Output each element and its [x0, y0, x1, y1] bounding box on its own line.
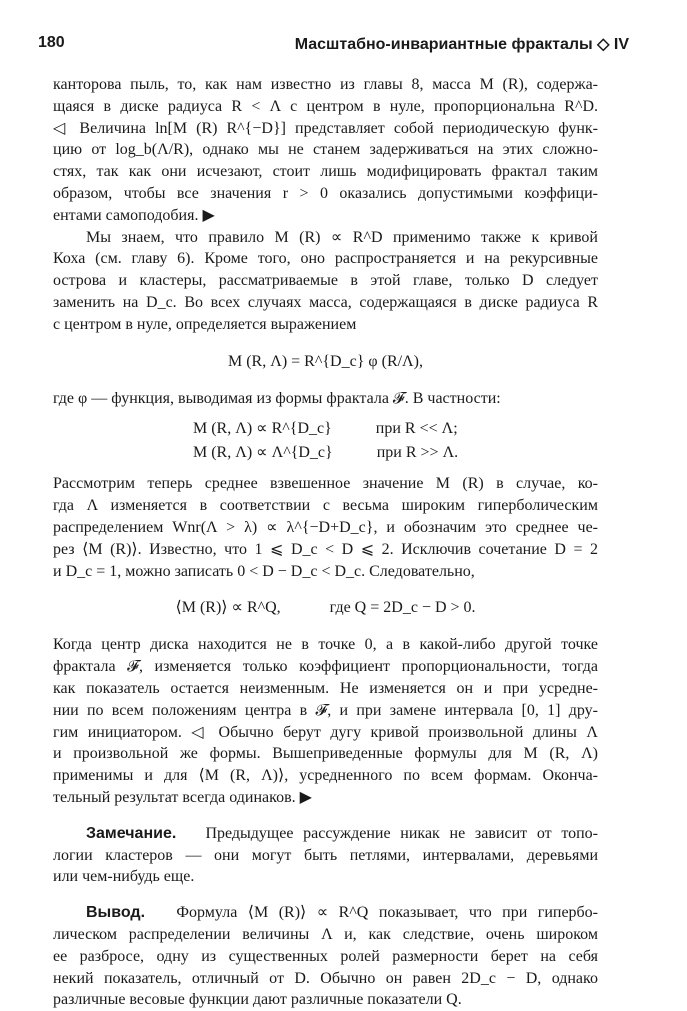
text-line: с центром в нуле, определяется выражением	[53, 315, 357, 333]
text-line: логии кластеров — они могут быть петлями, интервалами, деревьями	[53, 846, 598, 864]
text-line: нии по всем положениям центра в 𝓕, и при замене интервала [0, 1] дру-	[53, 701, 598, 719]
text-line: образом, чтобы все значения r > 0 оказались допустимыми коэффици-	[53, 184, 598, 202]
text-line: острова и кластеры, рассматриваемые в этой главе, только D следует	[53, 272, 598, 290]
text-line: Коха (см. главу 6). Кроме того, оно распространяется и на рекурсивные	[53, 250, 598, 268]
text-line: где φ — функция, выводимая из формы фрактала 𝓕. В частности:	[53, 389, 501, 407]
equation-mean-mass	[53, 596, 598, 620]
text-line: канторова пыль, то, как нам известно из главы 8, масса M (R), содержа-	[53, 76, 598, 93]
text-line: щаяся в диске радиуса R < Λ с центром в нуле, пропорциональна R^D.	[53, 97, 598, 115]
conclusion-heading: Вывод.	[86, 904, 146, 922]
text-line: лическом распределении величины Λ и, как следствие, очень широком	[53, 925, 598, 943]
equation-limit-small	[53, 417, 598, 441]
text-line: ее разбросе, одну из существенных ролей размерности берет на себя	[53, 947, 598, 965]
text-line: фрактала 𝓕, изменяется только коэффициент пропорциональности, тогда	[53, 658, 598, 676]
paragraph-center-shift	[53, 634, 598, 808]
text-line: гим инициатором. ◁ Обычно берут дугу кривой произвольной длины Λ	[53, 723, 598, 741]
remark-text: Предыдущее рассуждение никак не зависит от топо-	[205, 824, 598, 842]
equation-limit-large	[53, 441, 598, 465]
text-line: тельный результат всегда одинаков. ▶	[53, 788, 312, 806]
text-line: как показатель остается неизменным. Не изменяется он и при усредне-	[53, 679, 598, 697]
text-line: распределением Wnr(Λ > λ) ∝ λ^{−D+D_c}, и обозначим это среднее че-	[53, 518, 598, 536]
text-line: Мы знаем, что правило M (R) ∝ R^D применимо также к кривой	[86, 228, 598, 246]
page-number: 180	[38, 34, 65, 51]
text-line	[53, 902, 598, 924]
running-header	[38, 34, 629, 56]
paragraph-cantor-dust	[53, 74, 598, 227]
text-line: Рассмотрим теперь среднее взвешенное значение M (R) в случае, ко-	[53, 475, 598, 493]
text-line: и произвольной же формы. Вышеприведенные формулы для M (R, Λ)	[53, 745, 598, 763]
text-line: ентами самоподобия. ▶	[53, 206, 215, 224]
text-line: и D_c = 1, можно записать 0 < D − D_c < D_c. Следовательно,	[53, 562, 475, 580]
text-line: применимы и для ⟨M (R, Λ)⟩, усредненного по всем формам. Оконча-	[53, 767, 598, 785]
equation-mass: M (R, Λ) = R^{D_c} φ (R/Λ),	[228, 352, 423, 370]
equation-condition: при R >> Λ.	[376, 444, 459, 462]
conclusion-text: Формула ⟨M (R)⟩ ∝ R^Q показывает, что при гипербо-	[176, 904, 598, 922]
text-line: стях, так как они исчезают, стоит лишь модифицировать фрактал таким	[53, 163, 598, 181]
paragraph-remark	[53, 823, 598, 888]
text-line	[53, 823, 598, 845]
text-line: рез ⟨M (R)⟩. Известно, что 1 ⩽ D_c < D ⩽ 2. Исключив сочетание D = 2	[53, 540, 598, 558]
text-line: гда Λ изменяется в соответствии с весьма широким гиперболическим	[53, 497, 598, 515]
page-body	[53, 74, 598, 1011]
equation-lhs: M (R, Λ) ∝ Λ^{D_c}	[193, 444, 333, 462]
text-line: некий показатель, отличный от D. Обычно он равен 2D_c − D, однако	[53, 969, 598, 987]
text-line: цию от log_b(Λ/R), однако мы не станем задерживаться на этих сложно-	[53, 141, 598, 159]
equation-lhs: M (R, Λ) ∝ R^{D_c}	[193, 420, 332, 438]
running-title: Масштабно-инвариантные фракталы ◇ IV	[294, 36, 629, 53]
text-line: Когда центр диска находится не в точке 0, а в какой-либо другой точке	[53, 636, 598, 654]
paragraph-koch-curve	[53, 227, 598, 336]
remark-heading: Замечание.	[86, 824, 177, 842]
equation-condition: где Q = 2D_c − D > 0.	[329, 599, 476, 617]
paragraph-conclusion	[53, 902, 598, 1011]
text-line: ◁ Величина ln[M (R) R^{−D}] представляет собой периодическую функ-	[53, 119, 598, 137]
text-line: или чем-нибудь еще.	[53, 868, 195, 886]
paragraph-weighted-mean	[53, 473, 598, 582]
equation-lhs: ⟨M (R)⟩ ∝ R^Q,	[175, 599, 281, 617]
text-line: различные весовые функции дают различные показатели Q.	[53, 991, 462, 1009]
equation-condition: при R << Λ;	[375, 420, 458, 438]
text-line: заменить на D_c. Во всех случаях масса, содержащаяся в диске радиуса R	[53, 293, 598, 311]
